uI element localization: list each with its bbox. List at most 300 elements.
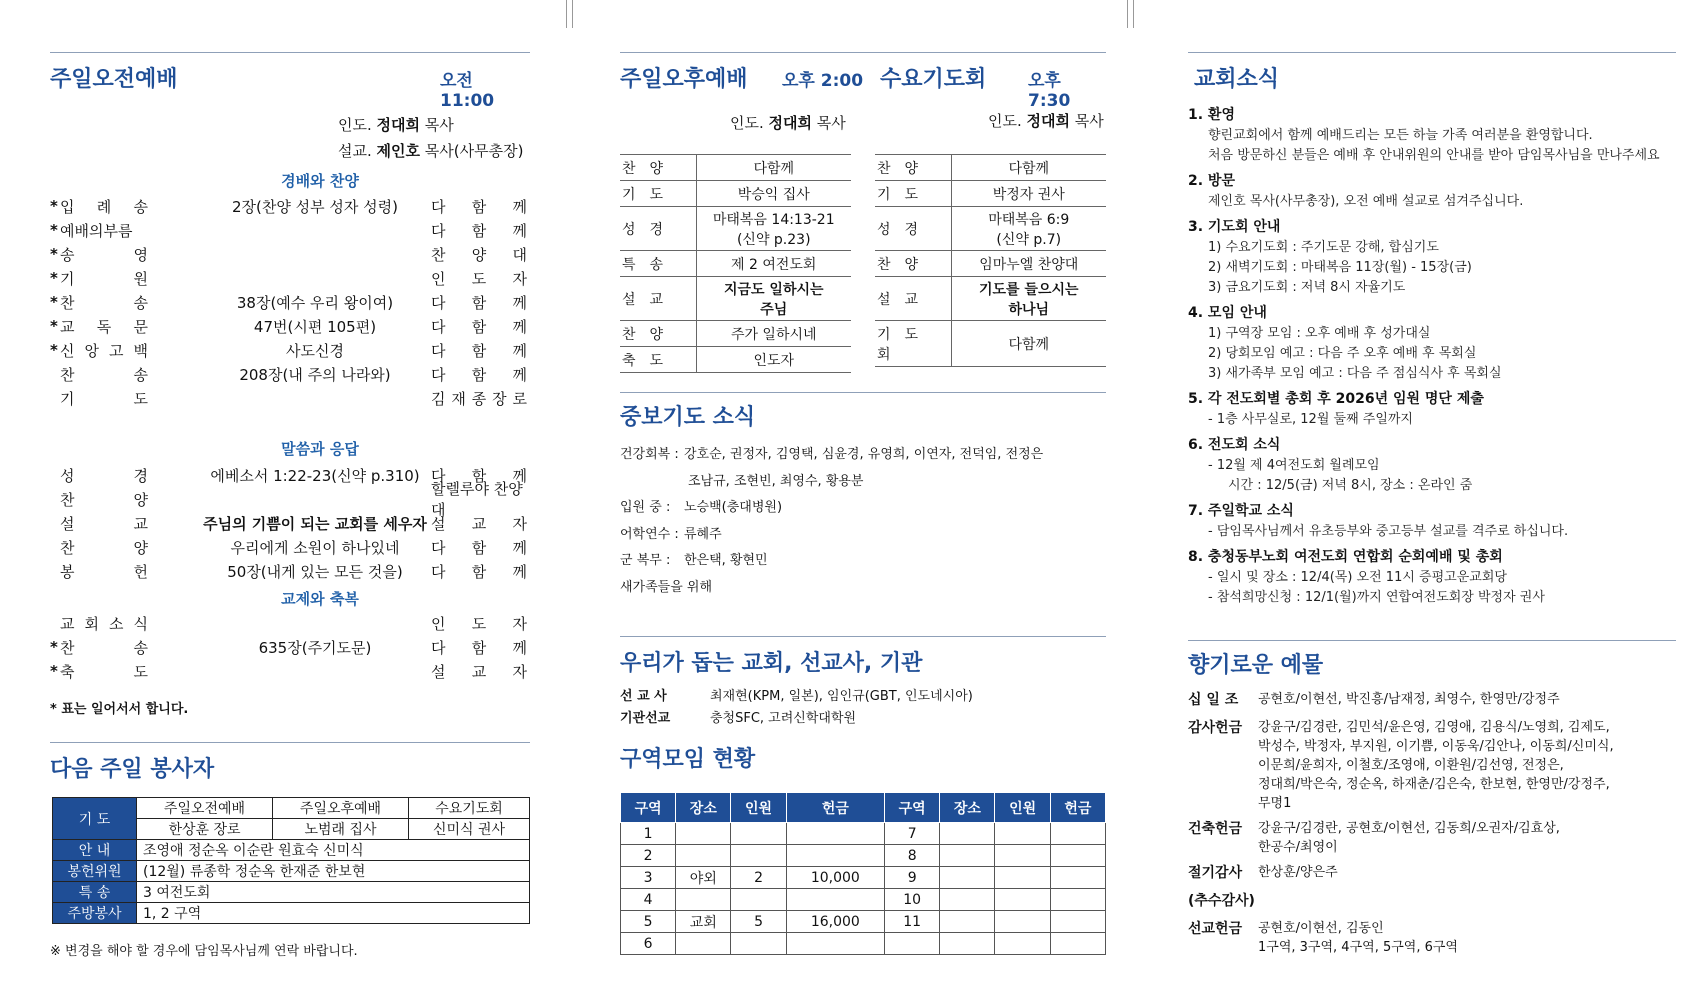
order-item-who: 다 함 께 [431,197,527,216]
fold-mark [1127,0,1128,28]
service-item-content [696,251,851,277]
intercession-text: 류혜주 [684,526,722,542]
order-item-content: 635장(주기도문) [258,638,372,657]
service-item-label: 찬양 [620,155,696,181]
service-item-content [951,277,1106,321]
order-row [50,217,530,243]
news-item [1188,216,1676,298]
district-cell [995,845,1050,867]
order-row [50,634,530,660]
order-item-name: 찬 송 [60,365,148,384]
service-item-text: 마태복음 6:9 [988,211,1070,228]
order-item-name: 신 앙 고 백 [60,341,148,360]
divider [50,52,530,53]
fold-mark [572,0,573,28]
news-item-line: - 일시 및 장소 : 12/4(목) 오전 11시 증평고운교회당 [1208,570,1507,585]
news-item-title: 8. 충청동부노회 여전도회 연합회 순회예배 및 총회 [1188,549,1503,565]
order-list-word [50,462,530,592]
offering-committee-label: 봉헌위원 [53,861,137,882]
offering-label: 선교헌금 [1188,921,1243,937]
district-cell [731,889,786,911]
district-cell: 5 [731,911,786,933]
offering-line: 강윤구/김경란, 김민석/윤은영, 김영애, 김용식/노영희, 김제도, [1258,720,1610,735]
morning-service-column [50,52,530,982]
order-item-name: 입 례 송 [60,197,148,216]
order-item-content: 우리에게 소원이 하나있네 [230,538,400,557]
intercession-label: 군 복무 : [620,553,671,568]
news-column [1188,52,1676,982]
service-item-content [951,251,1106,277]
district-cell: 10,000 [786,867,884,889]
wed-leader-line [988,110,1104,131]
standing-mark: * [50,197,58,215]
usher-label: 안 내 [53,840,137,861]
order-item-name: 찬 양 [60,538,148,557]
offering-label: 건축헌금 [1188,821,1243,837]
district-cell [676,933,731,955]
district-cell [731,845,786,867]
offering-line: 공현호/이현선, 박진흥/남재정, 최영수, 한영만/강정주 [1258,692,1560,707]
offering-names [1258,718,1676,813]
order-item-who: 다 함 께 [431,221,527,240]
wednesday-prayer-time: 오후 7:30 [1028,71,1071,111]
wednesday-order-table [875,154,1106,367]
intercession-row [620,522,1106,549]
news-item-line: 제인호 목사(사무총장), 오전 예배 설교로 섬겨주십니다. [1208,194,1524,209]
order-row [50,337,530,363]
kitchen-label: 주방봉사 [53,903,137,924]
fold-mark [566,0,567,28]
order-item-name: 송 영 [60,245,148,264]
preacher-role: 목사(사무총장) [424,142,524,160]
order-item-name: 찬 송 [60,293,148,312]
service-item-content [696,181,851,207]
district-cell [676,823,731,845]
service-row [620,207,851,251]
service-item-content [951,155,1106,181]
service-item-label: 찬양 [620,321,696,347]
morning-service-time: 오전 11:00 [440,71,495,111]
intercession-list [620,442,1106,601]
service-row [875,207,1106,251]
preacher-name: 제인호 [376,142,421,160]
intercession-row [620,442,1106,469]
district-cell [940,867,995,889]
district-cell [995,889,1050,911]
district-row [621,889,1106,911]
service-item-text-2: 하나님 [1008,301,1050,318]
leader-name: 정대희 [376,116,421,134]
district-cell: 10 [885,889,940,911]
pm-leader-name: 정대희 [768,114,813,132]
district-row [621,933,1106,955]
morning-service-title: 주일오전예배 [50,67,178,92]
order-row [50,313,530,339]
service-row [620,181,851,207]
news-item-title: 6. 전도회 소식 [1188,437,1281,453]
district-cell [786,845,884,867]
district-cell [1050,933,1105,955]
intercession-row [620,548,1106,575]
standing-mark: * [50,341,58,359]
service-item-text: 인도자 [753,352,795,369]
pm-leader-role: 목사 [816,114,846,132]
service-row [875,321,1106,367]
service-row [620,277,851,321]
service-item-label: 찬양 [875,155,951,181]
district-header: 구역 [621,793,676,823]
district-title: 구역모임 현황 [620,747,756,772]
offering-committee-value: (12월) 류종학 정순옥 한재준 한보현 [137,861,530,882]
district-cell [940,933,995,955]
mission-label: 기관선교 [620,711,671,726]
offering-list [1188,690,1676,963]
district-cell [731,933,786,955]
district-cell [676,889,731,911]
service-row [620,155,851,181]
offering-line: 무명1 [1258,796,1292,811]
offering-line: 박성수, 박정자, 부지원, 이기쁨, 이동욱/김안나, 이동희/신미식, [1258,739,1614,754]
news-item-title: 3. 기도회 안내 [1188,219,1281,235]
district-cell [885,933,940,955]
news-item [1188,434,1676,496]
district-cell [995,867,1050,889]
news-title: 교회소식 [1194,67,1280,92]
leader-role: 목사 [424,116,454,134]
service-item-label: 설교 [620,277,696,321]
order-row [50,658,530,684]
offering-names [1258,690,1676,710]
intercession-row [620,469,1106,496]
order-list-worship [50,193,530,433]
district-header: 인원 [731,793,786,823]
district-cell: 16,000 [786,911,884,933]
standing-mark: * [50,662,58,680]
district-row [621,845,1106,867]
offering-line: 정대희/박은숙, 정순옥, 하재춘/김은숙, 한보현, 한영만/강정주, [1258,777,1610,792]
offering-item [1188,919,1676,957]
district-cell: 9 [885,867,940,889]
news-item-line: - 담임목사님께서 유초등부와 중고등부 설교를 격주로 하십니다. [1208,524,1569,539]
service-item-label: 특송 [620,251,696,277]
divider [50,742,530,743]
news-item-title: 2. 방문 [1188,173,1235,189]
news-item-title: 7. 주일학교 소식 [1188,503,1294,519]
intercession-title: 중보기도 소식 [620,405,756,430]
special-song-label: 특 송 [53,882,137,903]
order-item-who: 다 함 께 [431,538,527,557]
afternoon-service-title: 주일오후예배 [620,67,748,92]
offering-line: 한공수/최영이 [1258,840,1338,855]
service-item-label: 기도 [620,181,696,207]
offering-line: 한상훈/양은주 [1258,865,1338,880]
change-notice: ※ 변경을 해야 할 경우에 담임목사님께 연락 바랍니다. [50,944,358,959]
wed-leader-name: 정대희 [1026,112,1071,130]
district-cell: 6 [621,933,676,955]
district-header: 장소 [676,793,731,823]
news-item [1188,500,1676,542]
service-item-content [696,321,851,347]
district-cell [1050,867,1105,889]
service-item-content [696,277,851,321]
district-cell: 야외 [676,867,731,889]
district-cell [1050,823,1105,845]
service-item-text: 박승익 집사 [737,186,810,203]
intercession-text: 새가족들을 위해 [620,579,713,595]
service-item-text: 지금도 일하시는 [723,281,824,298]
order-item-name: 교 회 소 식 [60,614,148,633]
afternoon-service-column [620,52,1106,982]
offering-names [1258,891,1676,911]
service-row [875,181,1106,207]
service-item-text: 다함께 [1008,336,1050,353]
district-cell [995,911,1050,933]
mission-text: 충청SFC, 고려신학대학원 [710,711,857,726]
order-item-who: 인 도 자 [431,269,527,288]
news-item-line: 시간 : 12/5(금) 저녁 8시, 장소 : 온라인 줌 [1228,478,1473,493]
divider [1188,640,1676,641]
district-cell [940,845,995,867]
news-item-line: 1) 구역장 모임 : 오후 예배 후 성가대실 [1208,326,1431,341]
news-item-line: 처음 방문하신 분들은 예배 후 안내위원의 안내를 받아 담임목사님을 만나주세요 [1208,148,1660,163]
order-row [50,241,530,267]
service-row [620,347,851,373]
section-word: 말씀과 응답 [281,440,359,458]
order-item-content: 에베소서 1:22-23(신약 p.310) [210,466,420,485]
offering-label: 감사헌금 [1188,720,1243,736]
order-item-name: 축 도 [60,662,148,681]
servants-title: 다음 주일 봉사자 [50,757,215,782]
service-item-content [951,207,1106,251]
district-cell: 교회 [676,911,731,933]
order-item-content: 2장(찬양 성부 성자 성령) [232,197,398,216]
news-item-line: 3) 금요기도회 : 저녁 8시 자율기도 [1208,280,1406,295]
service-item-content [696,347,851,373]
divider [620,392,1106,393]
intercession-text: 강호순, 권정자, 김영택, 심윤경, 유영희, 이연자, 전덕임, 전정은 [684,447,1044,462]
standing-footnote: * 표는 일어서서 합니다. [50,702,189,717]
district-cell [995,933,1050,955]
section-fellowship: 교제와 축복 [281,590,359,608]
district-header-row [621,793,1106,823]
order-row [50,193,530,219]
offering-label: 절기감사 [1188,865,1243,881]
news-item-title: 1. 환영 [1188,107,1235,123]
district-header: 인원 [995,793,1050,823]
offering-item [1188,690,1676,712]
order-item-who: 다 함 께 [431,341,527,360]
offering-names [1258,819,1676,857]
mission-row [620,686,1106,708]
service-item-text-2: 주님 [760,301,788,318]
intercession-label: 입원 중 : [620,500,671,515]
service-row [875,155,1106,181]
order-item-content: 208장(내 주의 나라와) [239,365,391,384]
order-item-name: 예 배 의 부 름 [60,221,133,240]
news-item [1188,546,1676,608]
district-cell [940,823,995,845]
district-row [621,911,1106,933]
district-cell: 2 [621,845,676,867]
usher-value: 조영애 정순옥 이순란 원효숙 신미식 [137,840,530,861]
order-item-who: 찬 양 대 [431,245,527,264]
district-header: 장소 [940,793,995,823]
news-item-line: - 참석희망신청 : 12/1(월)까지 연합여전도회장 박정자 권사 [1208,590,1545,605]
district-cell [731,823,786,845]
news-item-line: - 12월 제 4여전도회 월례모임 [1208,458,1380,473]
service-item-text: 임마누엘 찬양대 [979,256,1079,273]
order-item-content: 사도신경 [286,341,344,360]
offering-item [1188,863,1676,885]
service-item-label: 성경 [875,207,951,251]
order-item-who: 할렐루야 찬양대 [431,480,523,519]
standing-mark: * [50,293,58,311]
news-list [1188,104,1676,612]
offering-names [1258,863,1676,883]
standing-mark: * [50,317,58,335]
district-header: 헌금 [786,793,884,823]
district-row [621,823,1106,845]
service-item-text: 마태복음 14:13-21 [712,211,835,228]
order-row [50,480,530,519]
news-item [1188,104,1676,166]
divider [620,636,1106,637]
section-worship: 경배와 찬양 [281,172,359,190]
district-cell [940,911,995,933]
service-item-text: 박정자 권사 [992,186,1065,203]
district-cell [1050,845,1105,867]
offering-item [1188,718,1676,813]
servants-prayer-am: 한상훈 장로 [137,819,273,840]
service-item-label: 설교 [875,277,951,321]
afternoon-service-time: 오후 2:00 [782,71,864,91]
news-item-title: 4. 모임 안내 [1188,305,1267,321]
service-item-label: 기도회 [875,321,951,367]
order-list-fellowship [50,610,530,690]
divider [620,52,1106,53]
offering-label: (추수감사) [1188,893,1255,909]
standing-mark: * [50,269,58,287]
pm-leader-label: 인도. [730,114,764,132]
order-item-who: 다 함 께 [431,293,527,312]
order-item-who: 다 함 께 [431,638,527,657]
servants-prayer-wed: 신미식 권사 [409,819,530,840]
intercession-label: 건강회복 : [620,447,679,462]
intercession-text: 조남규, 조현빈, 최영수, 황용분 [688,473,864,489]
wednesday-prayer-title: 수요기도회 [880,67,987,92]
order-item-name: 성 경 [60,466,148,485]
order-item-who: 인 도 자 [431,614,527,633]
service-item-text-2: (신약 p.7) [996,231,1062,248]
prayer-label: 기 도 [53,798,137,840]
order-row [50,610,530,636]
preacher-line [338,140,523,161]
district-cell: 8 [885,845,940,867]
service-item-label: 기도 [875,181,951,207]
service-row [620,321,851,347]
servants-head: 수요기도회 [409,798,530,819]
order-row [50,385,530,411]
fold-mark [1133,0,1134,28]
wed-leader-label: 인도. [988,112,1022,130]
intercession-label: 어학연수 : [620,526,679,542]
district-cell: 5 [621,911,676,933]
offering-line: 공현호/이현선, 김동인 [1258,921,1384,936]
district-cell: 11 [885,911,940,933]
district-cell: 3 [621,867,676,889]
pm-leader-line [730,112,846,133]
order-item-name: 기 원 [60,269,148,288]
service-item-content [951,181,1106,207]
special-song-value: 3 여전도회 [137,882,530,903]
service-item-content [696,155,851,181]
service-item-text-2: (신약 p.23) [736,231,811,248]
afternoon-order-table [620,154,851,373]
district-cell [676,845,731,867]
servants-head: 주일오전예배 [137,798,273,819]
order-row [50,558,530,584]
news-item-title: 5. 각 전도회별 총회 후 2026년 임원 명단 제출 [1188,391,1484,407]
order-item-who: 다 함 께 [431,466,527,485]
order-item-name: 설 교 [60,514,148,533]
order-row [50,289,530,315]
order-item-who: 다 함 께 [431,317,527,336]
offering-names [1258,919,1676,957]
servants-prayer-pm: 노범래 집사 [273,819,409,840]
order-item-content: 38장(예수 우리 왕이여) [236,293,394,312]
intercession-row [620,495,1106,522]
district-cell [1050,911,1105,933]
mission-label: 선 교 사 [620,689,667,704]
district-header: 헌금 [1050,793,1105,823]
order-item-name: 찬 양 [60,490,148,509]
district-cell [786,889,884,911]
news-item [1188,170,1676,212]
district-cell [1050,889,1105,911]
order-item-name: 찬 송 [60,638,148,657]
intercession-row [620,575,1106,602]
news-item-line: 1) 수요기도회 : 주기도문 강해, 합심기도 [1208,240,1439,255]
order-item-who: 다 함 께 [431,562,527,581]
mission-text: 최재현(KPM, 일본), 임인규(GBT, 인도네시아) [710,689,973,704]
district-cell [786,823,884,845]
news-item-line: 2) 새벽기도회 : 마태복음 11장(월) - 15장(금) [1208,260,1472,275]
district-header: 구역 [885,793,940,823]
district-cell: 1 [621,823,676,845]
order-item-content: 47번(시편 105편) [253,317,377,336]
order-item-content: 50장(내게 있는 모든 것을) [227,562,403,581]
service-item-text: 다함께 [753,160,795,177]
offering-label: 십 일 조 [1188,692,1239,708]
service-item-text: 제 2 여전도회 [731,256,817,273]
order-item-name: 봉 헌 [60,562,148,581]
news-item-line: 3) 새가족부 모임 예고 : 다음 주 점심식사 후 목회실 [1208,366,1502,381]
district-cell [786,933,884,955]
standing-mark: * [50,638,58,656]
intercession-text: 노승백(충대병원) [684,500,783,515]
mission-title: 우리가 돕는 교회, 선교사, 기관 [620,651,923,676]
district-cell [940,889,995,911]
leader-label: 인도. [338,116,372,134]
district-table [620,792,1106,955]
district-row [621,867,1106,889]
service-item-text: 주가 일하시네 [730,326,817,343]
news-item-line: 2) 당회모임 예고 : 다음 주 오후 예배 후 목회실 [1208,346,1477,361]
preacher-label: 설교. [338,142,372,160]
order-item-who: 다 함 께 [431,365,527,384]
service-item-content [951,321,1106,367]
order-row [50,265,530,291]
